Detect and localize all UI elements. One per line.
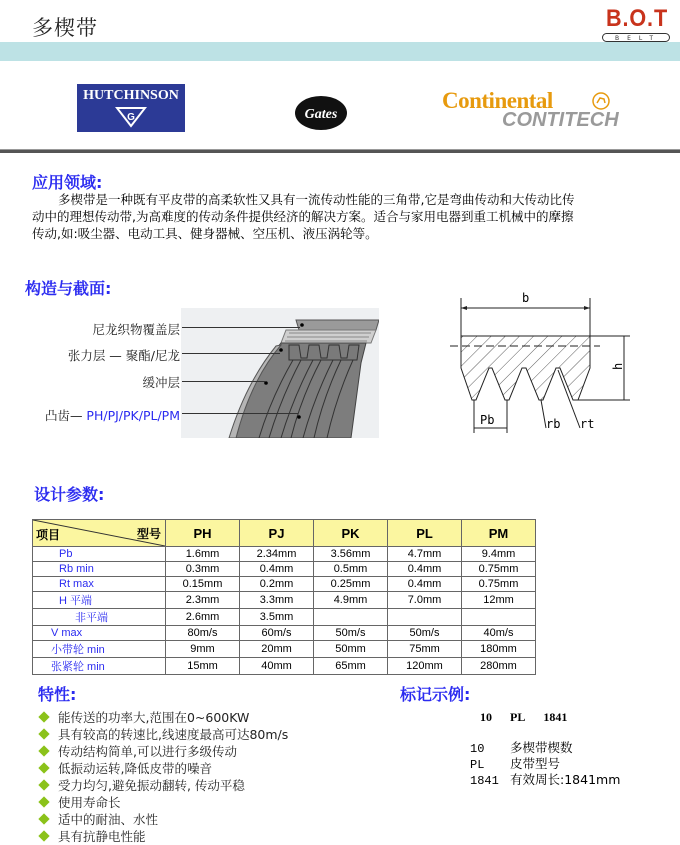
- leader-line: [182, 327, 300, 328]
- table-cell: 40mm: [240, 658, 314, 675]
- table-row: [33, 641, 536, 658]
- table-cell: 0.15mm: [166, 577, 240, 592]
- marking-section: [400, 682, 650, 802]
- table-cell: 0.5mm: [314, 562, 388, 577]
- page-title: 多楔带: [32, 16, 98, 40]
- dim-rt-label: rt: [580, 417, 595, 431]
- table-cell: 280mm: [462, 658, 536, 675]
- table-cell: 50m/s: [388, 626, 462, 641]
- table-cell: 0.75mm: [462, 577, 536, 592]
- marking-code-part: PL: [510, 710, 526, 724]
- hutchinson-emblem-icon: [115, 106, 147, 128]
- continental-logo-text: Continental: [442, 88, 553, 113]
- layer-label-cover: 尼龙织物覆盖层: [92, 322, 180, 337]
- structure-heading: 构造与截面:: [25, 279, 112, 298]
- table-cell: 9mm: [166, 641, 240, 658]
- diamond-bullet-icon: [38, 711, 49, 722]
- row-label: Rt max: [33, 577, 166, 592]
- feature-item: [38, 828, 288, 845]
- contitech-logo-text: CONTITECH: [502, 109, 619, 131]
- features-heading: 特性:: [38, 685, 77, 704]
- table-cell: 0.25mm: [314, 577, 388, 592]
- corner-header: [33, 520, 166, 547]
- corner-left-label: 项目: [36, 528, 61, 542]
- feature-text: 受力均匀,避免振动翻转, 传动平稳: [58, 778, 245, 793]
- corner-right-label: 型号: [136, 527, 161, 541]
- feature-text: 传动结构简单,可以进行多级传动: [58, 744, 237, 759]
- table-cell: 7.0mm: [388, 592, 462, 609]
- table-cell: 50m/s: [314, 626, 388, 641]
- application-line: 传动,如:吸尘器、电动工具、健身器械、空压机、液压涡轮等。: [32, 226, 378, 241]
- layer-label-tension: 张力层 — 聚酯/尼龙: [67, 348, 180, 363]
- feature-item: [38, 709, 288, 726]
- row-label: V max: [33, 626, 166, 641]
- application-heading: 应用领域:: [32, 173, 103, 192]
- table-cell: 15mm: [166, 658, 240, 675]
- table-cell: [388, 609, 462, 626]
- table-cell: 75mm: [388, 641, 462, 658]
- marking-key: 1841: [470, 774, 499, 788]
- gates-logo: [294, 95, 350, 131]
- cross-section-diagram: [440, 288, 650, 438]
- row-label: H 平端: [33, 592, 166, 609]
- marking-value: 皮带型号: [510, 756, 561, 771]
- feature-text: 具有抗静电性能: [58, 829, 146, 844]
- row-label: 非平端: [33, 609, 166, 626]
- table-cell: 0.4mm: [240, 562, 314, 577]
- application-text: [32, 191, 672, 242]
- table-cell: 12mm: [462, 592, 536, 609]
- column-header: PM: [462, 520, 536, 547]
- table-cell: 0.75mm: [462, 562, 536, 577]
- table-cell: 0.3mm: [166, 562, 240, 577]
- table-cell: 2.3mm: [166, 592, 240, 609]
- layer-label-cushion: 缓冲层: [142, 375, 180, 390]
- leader-line: [182, 353, 280, 354]
- features-list: [38, 709, 288, 845]
- layer-label-ribs: [45, 406, 180, 424]
- table-cell: 60m/s: [240, 626, 314, 641]
- column-header: PJ: [240, 520, 314, 547]
- bot-belt-logo: [600, 6, 674, 46]
- table-cell: 3.3mm: [240, 592, 314, 609]
- feature-item: [38, 743, 288, 760]
- table-cell: 20mm: [240, 641, 314, 658]
- marking-code: [480, 710, 585, 725]
- feature-text: 能传送的功率大,范围在0~600KW: [58, 710, 250, 725]
- features-section: [38, 682, 288, 845]
- table-cell: 4.9mm: [314, 592, 388, 609]
- feature-text: 低振动运转,降低皮带的噪音: [58, 761, 212, 776]
- table-cell: 4.7mm: [388, 547, 462, 562]
- marking-key: 10: [470, 742, 485, 756]
- table-row: [33, 626, 536, 641]
- logo-sub-text: BELT: [602, 33, 670, 42]
- row-label: Pb: [33, 547, 166, 562]
- table-cell: 3.56mm: [314, 547, 388, 562]
- ribs-prefix: 凸齿—: [44, 408, 87, 423]
- table-header-row: [33, 520, 536, 547]
- horse-emblem-icon: [592, 92, 610, 110]
- feature-item: [38, 811, 288, 828]
- table-cell: 1.6mm: [166, 547, 240, 562]
- ribs-types: PH/PJ/PK/PL/PM: [86, 408, 180, 423]
- column-header: PK: [314, 520, 388, 547]
- table-cell: 2.34mm: [240, 547, 314, 562]
- hutchinson-logo: [77, 84, 185, 132]
- table-row: [33, 609, 536, 626]
- table-cell: [314, 609, 388, 626]
- marking-legend-row: [470, 770, 620, 788]
- feature-item: [38, 726, 288, 743]
- application-line: 多楔带是一种既有平皮带的高柔软性又具有一流传动性能的三角带,它是弯曲传动和大传动比传: [58, 192, 575, 207]
- table-cell: 40m/s: [462, 626, 536, 641]
- dim-pb-label: Pb: [480, 413, 495, 427]
- feature-item: [38, 777, 288, 794]
- feature-item: [38, 760, 288, 777]
- feature-text: 使用寿命长: [58, 795, 121, 810]
- dim-b-label: b: [522, 291, 530, 305]
- table-row: [33, 592, 536, 609]
- diamond-bullet-icon: [38, 830, 49, 841]
- table-row: [33, 658, 536, 675]
- table-cell: 3.5mm: [240, 609, 314, 626]
- marking-code-part: 1841: [543, 710, 568, 724]
- application-line: 动中的理想传动带,为高难度的传动条件提供经济的解决方案。适合与家用电器到重工机械中的摩擦: [32, 209, 574, 224]
- table-cell: 9.4mm: [462, 547, 536, 562]
- diamond-bullet-icon: [38, 762, 49, 773]
- feature-text: 适中的耐油、水性: [58, 812, 159, 827]
- leader-line: [182, 413, 298, 414]
- marking-value: 多楔带楔数: [510, 740, 573, 755]
- diamond-bullet-icon: [38, 813, 49, 824]
- row-label: Rb min: [33, 562, 166, 577]
- table-cell: 0.4mm: [388, 577, 462, 592]
- gates-logo-text: Gates: [304, 107, 338, 122]
- table-cell: [462, 609, 536, 626]
- table-cell: 0.4mm: [388, 562, 462, 577]
- table-cell: 0.2mm: [240, 577, 314, 592]
- logo-main-text: B.O.T: [605, 5, 669, 32]
- svg-text:G: G: [127, 112, 135, 123]
- design-heading: 设计参数:: [34, 485, 105, 504]
- row-label: 张紧轮 min: [33, 658, 166, 675]
- diamond-bullet-icon: [38, 779, 49, 790]
- table-row: [33, 547, 536, 562]
- table-row: [33, 577, 536, 592]
- marking-heading: 标记示例:: [400, 685, 471, 704]
- header-band: [0, 42, 680, 61]
- column-header: PH: [166, 520, 240, 547]
- dim-rb-label: rb: [546, 417, 561, 431]
- feature-text: 具有较高的转速比,线速度最高可达80m/s: [58, 727, 289, 742]
- column-header: PL: [388, 520, 462, 547]
- hutchinson-logo-text: HUTCHINSON: [83, 88, 179, 103]
- row-label: 小带轮 min: [33, 641, 166, 658]
- dim-h-label: h: [611, 362, 625, 370]
- table-cell: 120mm: [388, 658, 462, 675]
- marking-code-part: 10: [480, 710, 492, 724]
- marking-value: 有效周长:1841mm: [510, 772, 621, 787]
- table-cell: 65mm: [314, 658, 388, 675]
- table-cell: 180mm: [462, 641, 536, 658]
- table-cell: 2.6mm: [166, 609, 240, 626]
- table-cell: 80m/s: [166, 626, 240, 641]
- marking-key: PL: [470, 758, 485, 772]
- design-parameters-table: [32, 519, 536, 675]
- diamond-bullet-icon: [38, 728, 49, 739]
- diamond-bullet-icon: [38, 745, 49, 756]
- table-cell: 50mm: [314, 641, 388, 658]
- table-row: [33, 562, 536, 577]
- leader-line: [182, 381, 266, 382]
- continental-logo: [442, 88, 637, 134]
- divider: [0, 149, 680, 153]
- feature-item: [38, 794, 288, 811]
- diamond-bullet-icon: [38, 796, 49, 807]
